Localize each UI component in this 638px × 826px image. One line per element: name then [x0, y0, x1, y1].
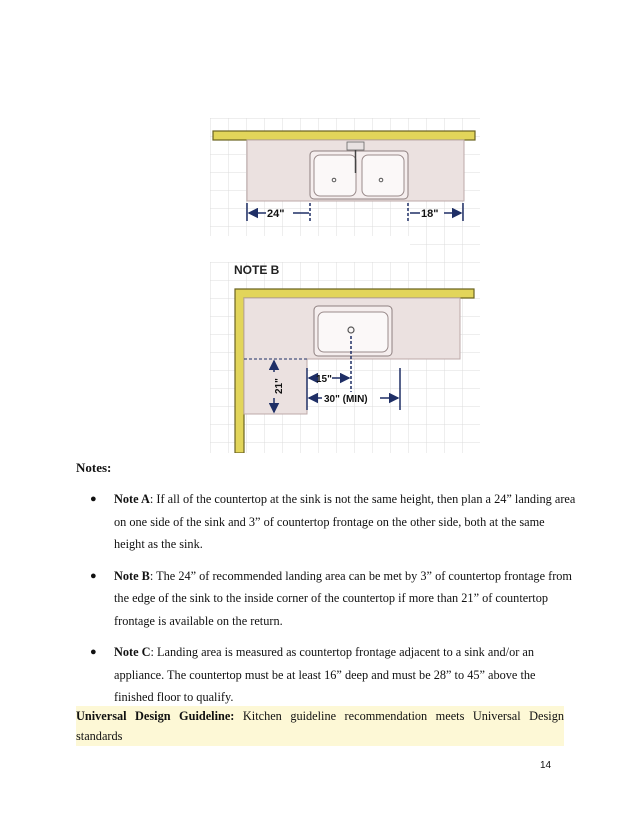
note-b-text: : The 24” of recommended landing area can be met by 3” of countertop frontage from the edge of the sink to the inside corner of the countertop if more than 21” of countertop frontage is available on the return.: [114, 568, 573, 628]
wall-strip-a: [213, 131, 475, 140]
faucet: [347, 142, 364, 150]
guideline-text: Kitchen guideline recommendation meets Universal Design standards: [76, 709, 564, 743]
note-c-text: : Landing area is measured as countertop frontage adjacent to a sink and/or an appliance. The countertop must be at least 16” deep and must be 28” to 45” above the finished floor to qualify.: [114, 645, 536, 704]
dim-a-right-label: 18": [421, 208, 439, 220]
universal-design-guideline: [76, 706, 564, 746]
guideline-label: Universal Design Guideline:: [76, 709, 235, 723]
page-number: 14: [540, 760, 552, 771]
note-item-c: [76, 641, 576, 709]
dim-b-vertical-label: 21": [274, 378, 285, 394]
bullet-icon: ●: [90, 646, 97, 658]
bullet-icon: ●: [90, 493, 97, 505]
note-a-text: : If all of the countertop at the sink is not the same height, then plan a 24” landing area on one side of the sink and 3” of countertop frontage on the other side, both at the same height as the sink.: [114, 492, 576, 551]
bullet-icon: ●: [90, 569, 97, 582]
label-backdrop: [210, 236, 410, 262]
note-item-a: [76, 488, 576, 556]
note-a-label: Note A: [114, 492, 150, 506]
note-b-label: NOTE B: [234, 263, 280, 277]
dim-b-30-label: 30" (MIN): [324, 394, 368, 405]
diagram-svg: [210, 118, 480, 453]
note-b-label-text: Note B: [114, 568, 150, 583]
kitchen-landing-diagram: [210, 118, 480, 453]
notes-list: [76, 488, 576, 718]
sink-basin-right: [362, 155, 404, 196]
sink-basin-left: [314, 155, 356, 196]
note-item-b: [76, 565, 576, 633]
notes-heading: Notes:: [76, 460, 112, 475]
note-c-label: Note C: [114, 645, 151, 659]
dim-b-15-label: 15": [316, 374, 332, 385]
dim-a-left-label: 24": [267, 208, 285, 220]
